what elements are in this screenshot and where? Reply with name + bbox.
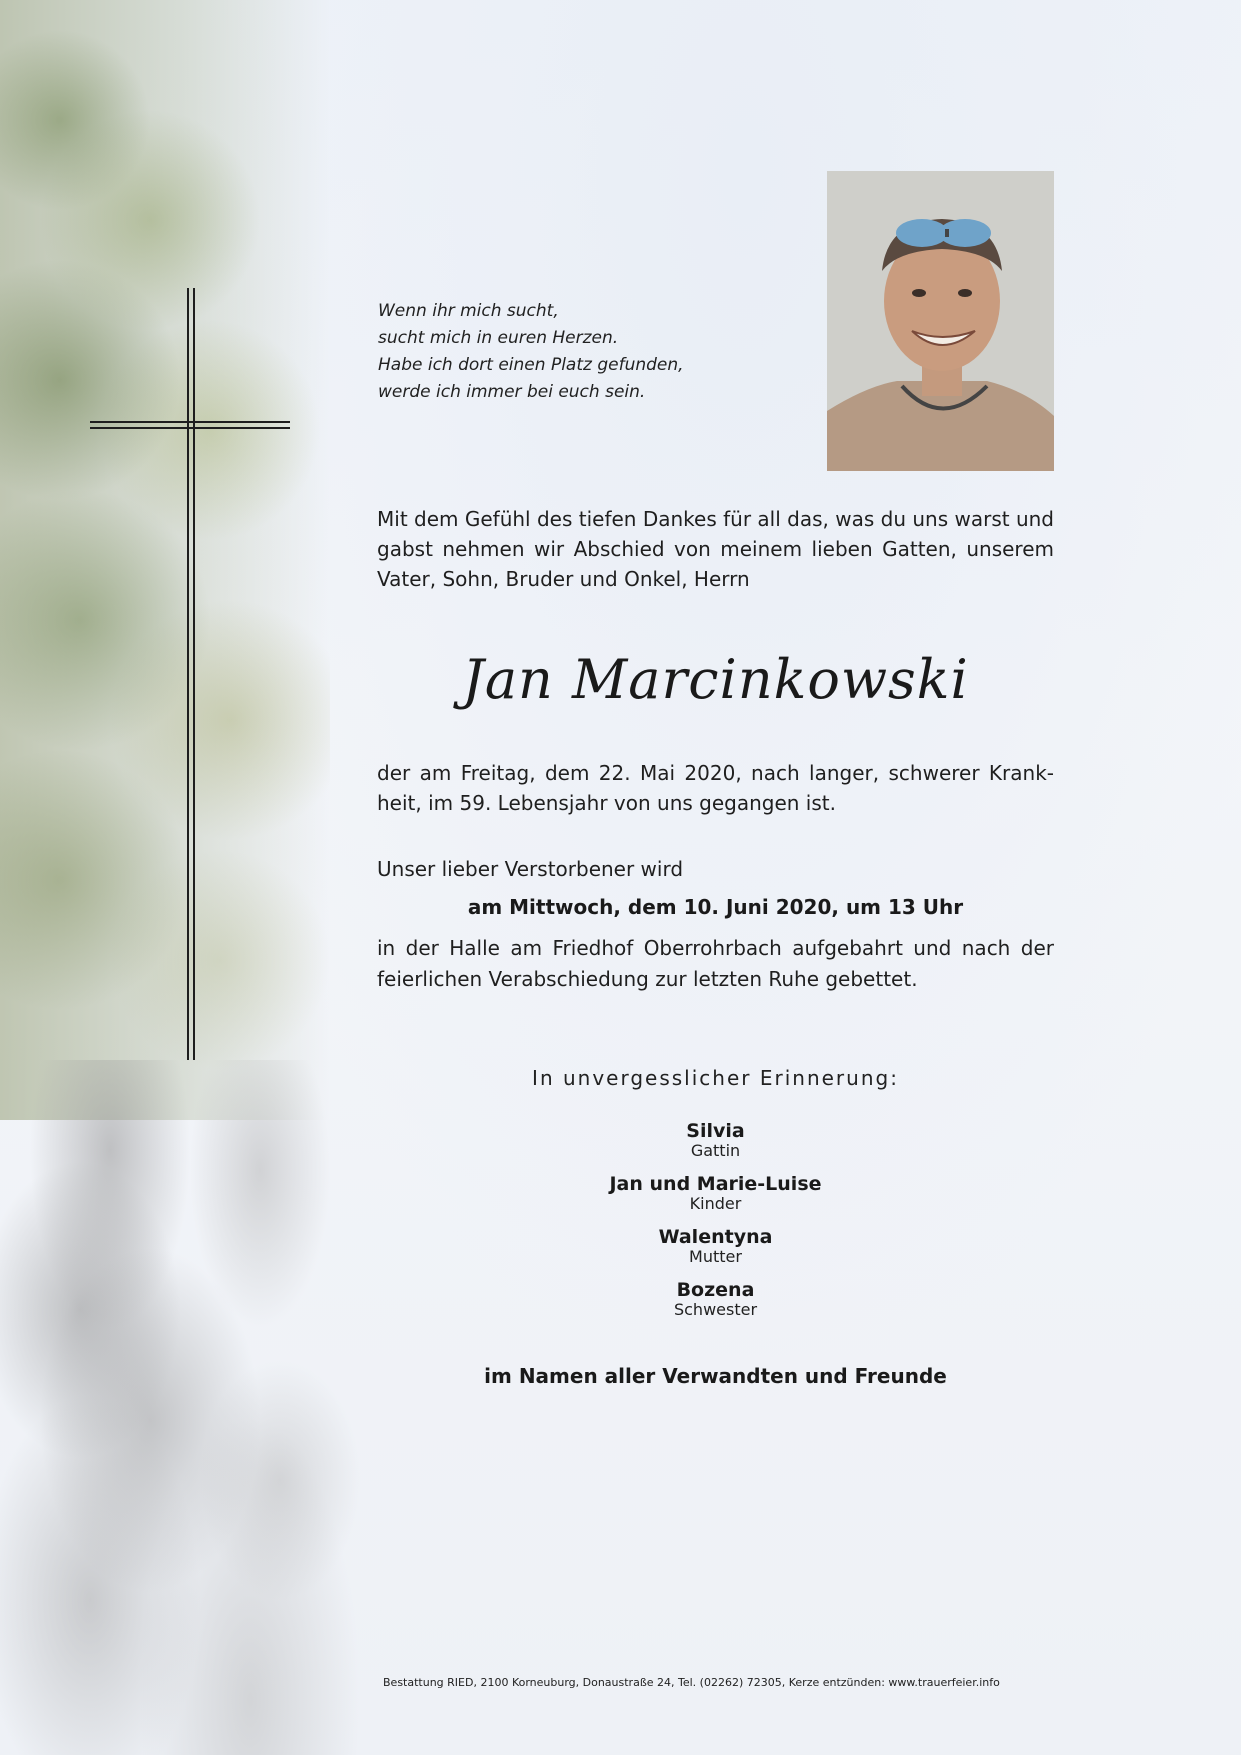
portrait-illustration	[827, 171, 1054, 471]
cross-horizontal-line	[90, 421, 290, 423]
rocky-shore-background	[0, 1060, 380, 1755]
intro-text: Mit dem Gefühl des tiefen Dankes für all das, was du uns warst und gabst nehmen wir Abschied von meinem lieben Gatten, unserem Vater, Sohn, Bruder und Onkel, Herrn	[377, 507, 1054, 591]
poem	[378, 298, 798, 406]
cross-horizontal-line	[90, 427, 290, 429]
poem-line: Habe ich dort einen Platz gefunden,	[378, 355, 684, 375]
cross-vertical-line	[193, 288, 195, 1060]
tree-background	[0, 0, 330, 1120]
family-member	[377, 1120, 1054, 1159]
remembrance-heading: In unvergesslicher Erinnerung:	[532, 1066, 899, 1090]
member-role: Mutter	[689, 1247, 742, 1266]
family-member	[377, 1279, 1054, 1318]
family-member	[377, 1173, 1054, 1212]
poem-line: sucht mich in euren Herzen.	[378, 328, 619, 348]
funeral-intro: Unser lieber Verstorbener wird	[377, 857, 684, 881]
closing-line: im Namen aller Verwandten und Freunde	[484, 1364, 947, 1388]
portrait-photo	[827, 171, 1054, 471]
poem-line: Wenn ihr mich sucht,	[378, 301, 559, 321]
death-notice: der am Freitag, dem 22. Mai 2020, nach langer, schwerer Krank-heit, im 59. Lebensjahr von uns gegangen ist.	[377, 761, 1054, 815]
footer-info: Bestattung RIED, 2100 Korneuburg, Donaustraße 24, Tel. (02262) 72305, Kerze entzünden: www.trauerfeier.info	[383, 1676, 1000, 1689]
member-name: Jan und Marie-Luise	[609, 1173, 822, 1195]
member-role: Gattin	[690, 1141, 741, 1160]
family-list	[377, 1120, 1054, 1332]
member-name: Walentyna	[658, 1226, 773, 1248]
family-member	[377, 1226, 1054, 1265]
member-name: Bozena	[676, 1279, 755, 1301]
funeral-date: am Mittwoch, dem 10. Juni 2020, um 13 Uhr	[467, 895, 964, 919]
member-role: Kinder	[689, 1194, 742, 1213]
deceased-name: Jan Marcinkowski	[462, 648, 969, 711]
cross-vertical-line	[187, 288, 189, 1060]
poem-line: werde ich immer bei euch sein.	[378, 382, 646, 402]
member-role: Schwester	[673, 1300, 758, 1319]
funeral-text: in der Halle am Friedhof Oberrohrbach aufgebahrt und nach der feierlichen Verabschiedung zur letzten Ruhe gebettet.	[377, 936, 1054, 991]
member-name: Silvia	[686, 1120, 745, 1142]
